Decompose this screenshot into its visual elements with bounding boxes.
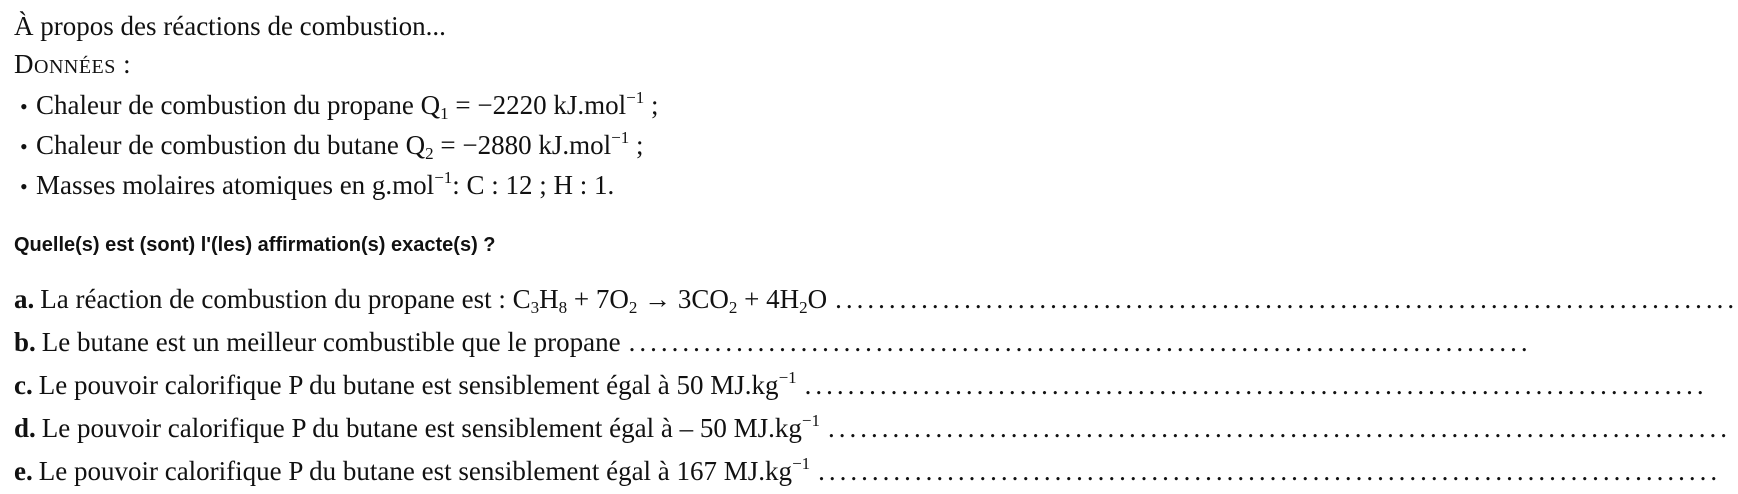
bullet-icon: •: [20, 134, 28, 159]
choice-letter: d.: [14, 413, 36, 443]
data-item-tail: : C : 12 ; H : 1.: [452, 170, 615, 200]
data-heading-initial: D: [14, 49, 34, 79]
equation-o: O: [807, 284, 828, 314]
choice-exponent: −1: [778, 368, 797, 387]
choice-text-main: Le pouvoir calorifique P du butane est sensiblement égal à – 50 MJ.kg: [41, 413, 802, 443]
equation-h2-sub: 2: [799, 298, 808, 317]
equation-h-sub: 8: [558, 298, 568, 317]
choice-c[interactable]: [14, 364, 1708, 407]
choice-text: Le butane est un meilleur combustible que le propane: [41, 327, 621, 357]
data-item-propane-heat: [20, 86, 658, 126]
choice-text-main: Le pouvoir calorifique P du butane est sensiblement égal à 167 MJ.kg: [38, 456, 793, 486]
choice-b[interactable]: [14, 321, 1532, 364]
answer-choices: [14, 278, 1738, 493]
data-item-text: Chaleur de combustion du propane Q: [36, 90, 441, 120]
data-item-subscript: 2: [425, 144, 434, 163]
data-item-tail: ;: [644, 90, 659, 120]
data-list: [20, 86, 658, 206]
data-heading-rest: ONNÉES: [34, 56, 116, 78]
data-item-tail: ;: [629, 130, 644, 160]
choice-letter: c.: [14, 370, 33, 400]
equation-arrow-co: → 3CO: [637, 284, 729, 314]
bullet-icon: •: [20, 94, 28, 119]
data-item-molar-masses: [20, 166, 658, 206]
data-item-exponent: −1: [434, 168, 453, 187]
equation-o-sub: 2: [628, 298, 638, 317]
bullet-icon: •: [20, 174, 28, 199]
choice-a[interactable]: [14, 278, 1738, 321]
choice-text: [39, 450, 810, 493]
data-item-value: = −2220 kJ.mol: [448, 90, 627, 120]
data-item-text: Masses molaires atomiques en g.mol: [36, 170, 435, 200]
choice-text-main: Le pouvoir calorifique P du butane est sensiblement égal à 50 MJ.kg: [38, 370, 779, 400]
dot-leader: ....................................................................................: [818, 456, 1722, 486]
question-heading: Quelle(s) est (sont) l'(les) affirmation(s) exacte(s) ?: [14, 234, 496, 256]
dot-leader: ....................................................................................: [827, 413, 1731, 443]
data-item-exponent: −1: [611, 128, 630, 147]
choice-letter: e.: [14, 456, 33, 486]
choice-text: [42, 407, 820, 450]
choice-e[interactable]: [14, 450, 1722, 493]
data-item-subscript: 1: [440, 104, 449, 123]
choice-text-main: La réaction de combustion du propane est :: [40, 284, 513, 314]
data-heading-colon: :: [115, 49, 132, 79]
equation-plus-o: + 7O: [567, 284, 629, 314]
equation-co-sub: 2: [728, 298, 738, 317]
choice-letter: b.: [14, 327, 36, 357]
choice-text: [40, 278, 827, 321]
equation-h: H: [539, 284, 559, 314]
choice-exponent: −1: [801, 411, 820, 430]
choice-letter: a.: [14, 284, 35, 314]
dot-leader: ....................................................................................: [628, 327, 1532, 357]
intro-title: À propos des réactions de combustion...: [14, 11, 446, 41]
dot-leader: ....................................................................................: [835, 284, 1738, 314]
dot-leader: ....................................................................................: [804, 370, 1708, 400]
data-heading: [14, 48, 131, 83]
equation-c: C: [512, 284, 531, 314]
choice-exponent: −1: [792, 454, 811, 473]
choice-d[interactable]: [14, 407, 1731, 450]
choice-text: [39, 364, 797, 407]
equation-c-sub: 3: [530, 298, 540, 317]
data-item-exponent: −1: [626, 88, 645, 107]
data-item-value: = −2880 kJ.mol: [433, 130, 612, 160]
equation-plus-h: + 4H: [737, 284, 800, 314]
data-item-text: Chaleur de combustion du butane Q: [36, 130, 426, 160]
data-item-butane-heat: [20, 126, 658, 166]
